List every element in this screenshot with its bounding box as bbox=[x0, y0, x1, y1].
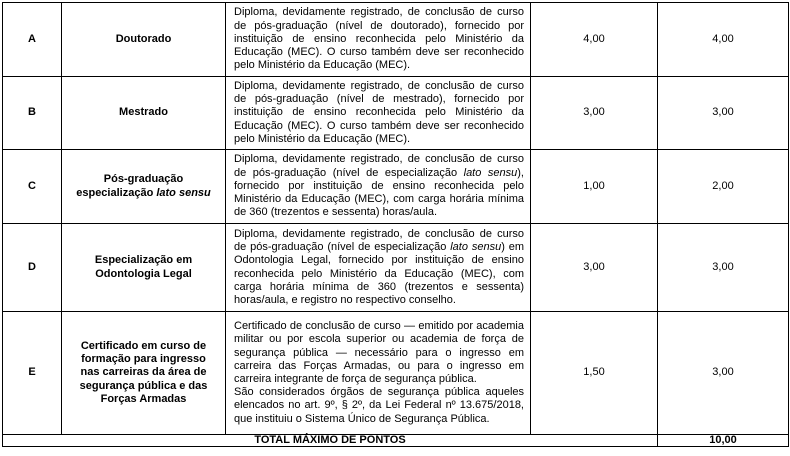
max-points: 3,00 bbox=[658, 77, 789, 150]
points-per-title: 1,00 bbox=[531, 150, 658, 224]
row-title-line: nas carreiras da área de bbox=[80, 366, 207, 379]
description-run: Diploma, devidamente registrado, de conclusão de curso de pós-graduação (nível de especialização bbox=[234, 153, 524, 179]
row-letter: E bbox=[3, 312, 62, 435]
row-title bbox=[62, 3, 226, 77]
table-row bbox=[3, 3, 789, 77]
row-letter: B bbox=[3, 77, 62, 150]
row-letter: D bbox=[3, 224, 62, 312]
score-table bbox=[2, 2, 789, 447]
max-points: 3,00 bbox=[658, 312, 789, 435]
row-letter: A bbox=[3, 3, 62, 77]
score-table-body bbox=[3, 3, 789, 447]
max-points: 3,00 bbox=[658, 224, 789, 312]
row-title-line: Certificado em curso de bbox=[80, 339, 207, 352]
row-description bbox=[226, 312, 531, 435]
description-run: ) em Odontologia Legal, fornecido por instituição de ensino reconhecida pelo Ministério da Educação (MEC), com carga horária mínima de 360 (trezentos e sessenta) horas/aula, e registro no respectivo conselho. bbox=[234, 241, 524, 306]
row-title-line: Doutorado bbox=[115, 32, 172, 45]
row-title-line: formação para ingresso bbox=[81, 353, 206, 366]
row-title-line: Pós-graduação bbox=[103, 173, 184, 186]
table-row bbox=[3, 224, 789, 312]
description-italic-run: lato sensu bbox=[450, 241, 502, 254]
row-title-italic: lato sensu bbox=[156, 186, 211, 199]
row-title-line: Forças Armadas bbox=[100, 392, 187, 405]
row-title-line: Especialização em bbox=[94, 254, 193, 267]
max-points: 2,00 bbox=[658, 150, 789, 224]
row-title bbox=[62, 312, 226, 435]
row-title bbox=[62, 150, 226, 224]
table-row bbox=[3, 150, 789, 224]
total-label: TOTAL MÁXIMO DE PONTOS bbox=[3, 435, 658, 447]
description-italic-run: lato sensu bbox=[463, 166, 518, 179]
points-per-title: 1,50 bbox=[531, 312, 658, 435]
row-title-line: Mestrado bbox=[119, 106, 168, 119]
points-per-title: 3,00 bbox=[531, 77, 658, 150]
row-description bbox=[226, 150, 531, 224]
row-description bbox=[226, 77, 531, 150]
description-run: Certificado de conclusão de curso — emitido por academia militar ou por escola superior ou academia de força de segurança pública — necessário para o ingresso em carreira das Forças Armadas, ou para o ingresso em carreira integrante de força de segurança pública. bbox=[234, 320, 524, 385]
description-run: Diploma, devidamente registrado, de conclusão de curso de pós-graduação (nível de mestrado), fornecido por instituição de ensino reconhecida pelo Ministério da Educação (MEC). O curso também deve ser reconhecido pelo Ministério da Educação (MEC). bbox=[234, 79, 524, 145]
row-title bbox=[62, 77, 226, 150]
row-title bbox=[62, 224, 226, 312]
description-run: São considerados órgãos de segurança pública aqueles elencados no art. 9º, § 2º, da Lei Federal nº 13.675/2018, que instituiu o Sistema Único de Segurança Pública. bbox=[234, 386, 524, 425]
table-row bbox=[3, 312, 789, 435]
total-value: 10,00 bbox=[658, 435, 789, 447]
row-title-line: especialização bbox=[76, 186, 157, 199]
row-description bbox=[226, 224, 531, 312]
points-per-title: 3,00 bbox=[531, 224, 658, 312]
description-run: Diploma, devidamente registrado, de conclusão de curso de pós-graduação (nível de doutorado), fornecido por instituição de ensino reconhecida pelo Ministério da Educação (MEC). O curso também deve ser reconhecido pelo Ministério da Educação (MEC). bbox=[234, 6, 524, 72]
description-run: ), fornecido por instituição de ensino reconhecida pelo Ministério da Educação (MEC), com carga horária mínima de 360 (trezentos e sessenta) horas/aula. bbox=[234, 166, 524, 219]
points-per-title: 4,00 bbox=[531, 3, 658, 77]
row-title-line: segurança pública e das bbox=[79, 379, 208, 392]
row-letter: C bbox=[3, 150, 62, 224]
table-row bbox=[3, 77, 789, 150]
row-title-line: Odontologia Legal bbox=[95, 267, 192, 280]
max-points: 4,00 bbox=[658, 3, 789, 77]
total-row bbox=[3, 435, 789, 447]
description-run: Diploma, devidamente registrado, de conclusão de curso de pós-graduação (nível de especialização bbox=[234, 227, 524, 254]
row-description bbox=[226, 3, 531, 77]
